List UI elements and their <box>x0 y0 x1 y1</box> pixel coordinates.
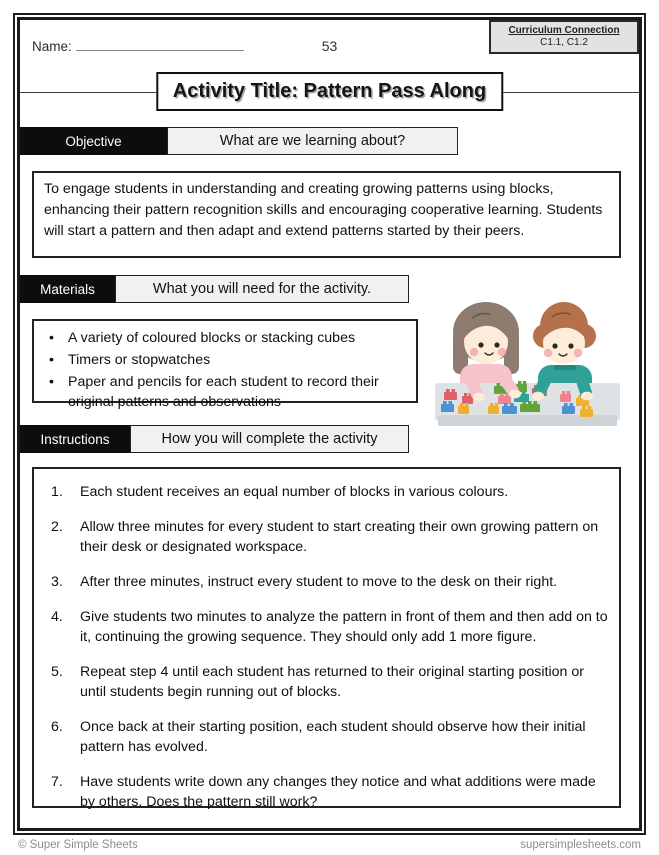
page-outer-border <box>13 13 646 835</box>
footer-website-link[interactable]: supersimplesheets.com <box>520 839 641 851</box>
instruction-step: Give students two minutes to analyze the pattern in front of them and then add on to it, continuing the growing sequence. They should only add 1 more figure. <box>80 609 608 645</box>
section-subtitle-materials: What you will need for the activity. <box>115 275 409 303</box>
objective-text-box <box>32 171 621 258</box>
footer-copyright: © Super Simple Sheets <box>18 839 138 851</box>
page-inner-border <box>17 17 642 831</box>
instructions-list <box>34 482 613 812</box>
objective-text: To engage students in understanding and creating growing patterns using blocks, enhancing their pattern recognition skills and encouraging cooperative learning. Students will start a pattern and then adapt and extend patterns started by their peers. <box>44 181 603 239</box>
activity-title: Activity Title: Pattern Pass Along <box>172 80 487 102</box>
section-label-objective: Objective <box>20 127 167 155</box>
instruction-step: Have students write down any changes they notice and what additions were made by others. Does the pattern still work? <box>80 774 596 810</box>
materials-item: • Timers or stopwatches <box>34 350 410 370</box>
page-number: 53 <box>321 38 338 54</box>
instructions-list-box <box>32 467 621 808</box>
instruction-step: Repeat step 4 until each student has returned to their original starting position or until students begin running out of blocks. <box>80 664 584 700</box>
materials-item: • Paper and pencils for each student to record their original patterns and observations <box>34 372 410 412</box>
section-label-materials: Materials <box>20 275 115 303</box>
curriculum-connection-codes: C1.1, C1.2 <box>540 37 588 48</box>
section-subtitle-instructions: How you will complete the activity <box>130 425 409 453</box>
materials-item: • A variety of coloured blocks or stacking cubes <box>34 328 410 348</box>
instruction-step: Once back at their starting position, each student should observe how their initial pattern has evolved. <box>80 719 586 755</box>
curriculum-connection-box <box>489 20 639 54</box>
section-subtitle-objective: What are we learning about? <box>167 127 458 155</box>
section-label-instructions: Instructions <box>20 425 130 453</box>
curriculum-connection-title: Curriculum Connection <box>508 25 620 36</box>
instruction-step: Each student receives an equal number of blocks in various colours. <box>80 484 509 500</box>
materials-list-box <box>32 319 418 410</box>
instruction-step: After three minutes, instruct every student to move to the desk on their right. <box>80 574 558 590</box>
children-blocks-illustration <box>434 282 621 438</box>
materials-list <box>34 328 410 412</box>
instruction-step: Allow three minutes for every student to start creating their own growing pattern on their desk or designated workspace. <box>80 519 599 555</box>
children-blocks-illustration-svg <box>434 282 621 438</box>
activity-title-box <box>156 72 503 111</box>
name-label: Name: <box>32 39 72 54</box>
